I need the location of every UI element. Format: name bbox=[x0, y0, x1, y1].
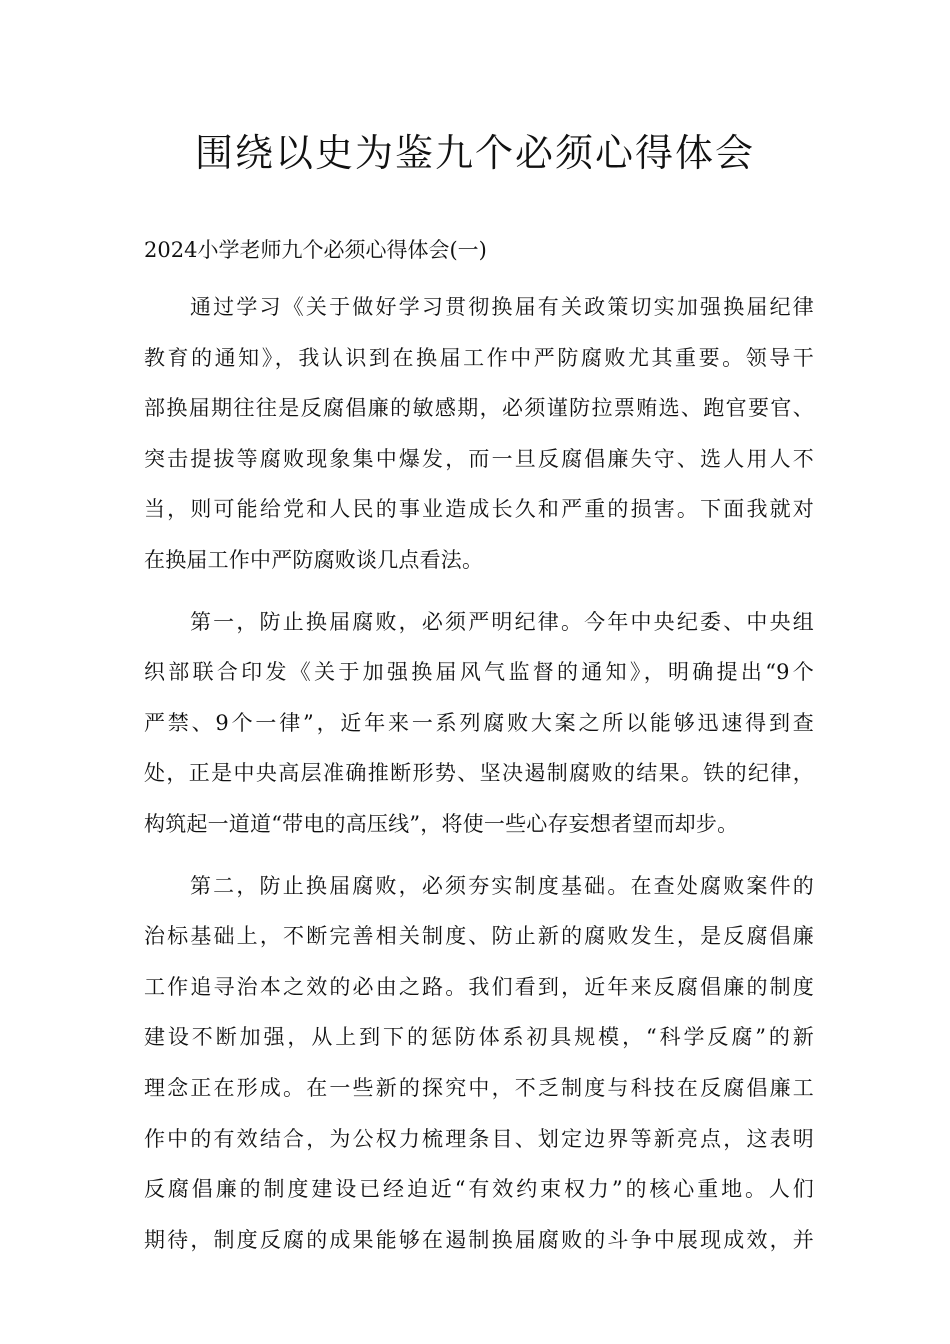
text-line: 构筑起一道道“带电的高压线”，将使一些心存妄想者望而却步。 bbox=[144, 811, 739, 836]
document-subtitle: 2024小学老师九个必须心得体会(一) bbox=[144, 238, 487, 262]
text-line: 织部联合印发《关于加强换届风气监督的通知》，明确提出“9个 bbox=[144, 660, 814, 685]
text-line: 作中的有效结合，为公权力梳理条目、划定边界等新亮点，这表明 bbox=[144, 1126, 814, 1151]
text-line: 第二，防止换届腐败，必须夯实制度基础。在查处腐败案件的 bbox=[190, 873, 814, 898]
text-line: 通过学习《关于做好学习贯彻换届有关政策切实加强换届纪律 bbox=[190, 295, 814, 319]
text-line: 当，则可能给党和人民的事业造成长久和严重的损害。下面我就对 bbox=[144, 497, 814, 522]
text-line: 反腐倡廉的制度建设已经迫近“有效约束权力”的核心重地。人们 bbox=[144, 1177, 814, 1202]
text-line: 工作追寻治本之效的必由之路。我们看到，近年来反腐倡廉的制度 bbox=[144, 974, 814, 999]
text-line: 期待，制度反腐的成果能够在遏制换届腐败的斗争中展现成效，并 bbox=[144, 1227, 814, 1252]
document-title: 围绕以史为鉴九个必须心得体会 bbox=[194, 131, 755, 175]
text-line: 教育的通知》，我认识到在换届工作中严防腐败尤其重要。领导干 bbox=[144, 345, 814, 370]
text-line: 在换届工作中严防腐败谈几点看法。 bbox=[144, 547, 484, 572]
text-line: 第一，防止换届腐败，必须严明纪律。今年中央纪委、中央组 bbox=[190, 609, 814, 634]
text-line: 治标基础上，不断完善相关制度、防止新的腐败发生，是反腐倡廉 bbox=[144, 924, 814, 949]
paragraph bbox=[144, 861, 814, 1266]
paragraph bbox=[144, 597, 814, 850]
document-body bbox=[144, 282, 814, 1276]
text-line: 突击提拔等腐败现象集中爆发，而一旦反腐倡廉失守、选人用人不 bbox=[144, 446, 814, 471]
text-line: 建设不断加强，从上到下的惩防体系初具规模，“科学反腐”的新 bbox=[144, 1025, 814, 1050]
text-line: 严禁、9个一律”，近年来一系列腐败大案之所以能够迅速得到查 bbox=[144, 710, 814, 735]
text-line: 理念正在形成。在一些新的探究中，不乏制度与科技在反腐倡廉工 bbox=[144, 1075, 814, 1100]
text-line: 处，正是中央高层准确推断形势、坚决遏制腐败的结果。铁的纪律， bbox=[144, 761, 814, 786]
text-line: 部换届期往往是反腐倡廉的敏感期，必须谨防拉票贿选、跑官要官、 bbox=[144, 396, 814, 421]
paragraph bbox=[144, 282, 814, 586]
